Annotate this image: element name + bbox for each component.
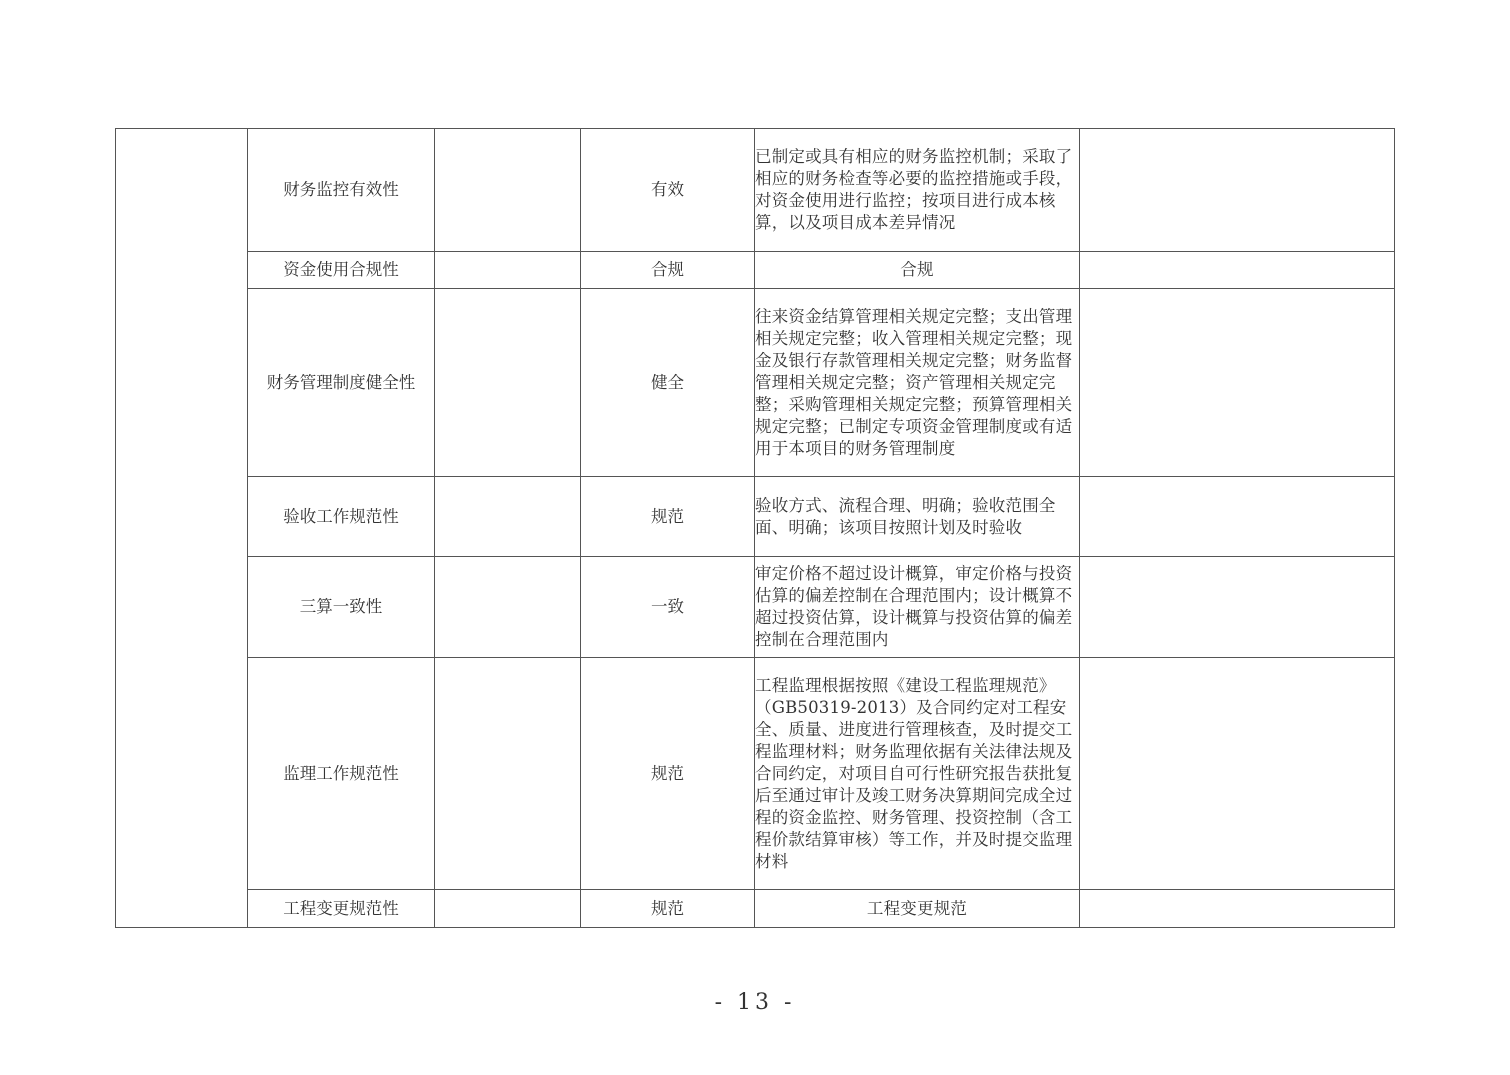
weight-cell: [435, 557, 581, 658]
standard-cell: 健全: [581, 289, 755, 477]
note-cell: [1080, 129, 1395, 252]
standard-cell: 规范: [581, 477, 755, 557]
description-cell: 已制定或具有相应的财务监控机制；采取了相应的财务检查等必要的监控措施或手段，对资金使用进行监控；按项目进行成本核算，以及项目成本差异情况: [755, 129, 1080, 252]
indicator-cell: 监理工作规范性: [248, 658, 435, 890]
note-cell: [1080, 477, 1395, 557]
weight-cell: [435, 129, 581, 252]
description-cell: 验收方式、流程合理、明确；验收范围全面、明确；该项目按照计划及时验收: [755, 477, 1080, 557]
table-row: [116, 477, 1395, 557]
note-cell: [1080, 890, 1395, 928]
description-cell: 工程监理根据按照《建设工程监理规范》（GB50319-2013）及合同约定对工程安全、质量、进度进行管理核查，及时提交工程监理材料；财务监理依据有关法律法规及合同约定，对项目自可行性研究报告获批复后至通过审计及竣工财务决算期间完成全过程的资金监控、财务管理、投资控制（含工程价款结算审核）等工作，并及时提交监理材料: [755, 658, 1080, 890]
standard-cell: 合规: [581, 252, 755, 289]
table-row: [116, 890, 1395, 928]
indicator-cell: 财务管理制度健全性: [248, 289, 435, 477]
description-cell: 审定价格不超过设计概算，审定价格与投资估算的偏差控制在合理范围内；设计概算不超过投资估算，设计概算与投资估算的偏差控制在合理范围内: [755, 557, 1080, 658]
page-number: - 13 -: [714, 990, 796, 1015]
weight-cell: [435, 289, 581, 477]
standard-cell: 规范: [581, 658, 755, 890]
note-cell: [1080, 557, 1395, 658]
standard-cell: 有效: [581, 129, 755, 252]
table-row: [116, 289, 1395, 477]
note-cell: [1080, 252, 1395, 289]
category-cell: [116, 129, 248, 928]
indicator-cell: 三算一致性: [248, 557, 435, 658]
indicator-cell: 资金使用合规性: [248, 252, 435, 289]
table-row: [116, 252, 1395, 289]
table-row: [116, 557, 1395, 658]
indicator-cell: 工程变更规范性: [248, 890, 435, 928]
weight-cell: [435, 477, 581, 557]
description-cell: 合规: [755, 252, 1080, 289]
weight-cell: [435, 658, 581, 890]
indicator-cell: 验收工作规范性: [248, 477, 435, 557]
note-cell: [1080, 289, 1395, 477]
table-row: [116, 658, 1395, 890]
weight-cell: [435, 890, 581, 928]
standard-cell: 规范: [581, 890, 755, 928]
indicator-cell: 财务监控有效性: [248, 129, 435, 252]
table-row: [116, 129, 1395, 252]
description-cell: 工程变更规范: [755, 890, 1080, 928]
description-cell: 往来资金结算管理相关规定完整；支出管理相关规定完整；收入管理相关规定完整；现金及银行存款管理相关规定完整；财务监督管理相关规定完整；资产管理相关规定完整；采购管理相关规定完整；预算管理相关规定完整；已制定专项资金管理制度或有适用于本项目的财务管理制度: [755, 289, 1080, 477]
note-cell: [1080, 658, 1395, 890]
weight-cell: [435, 252, 581, 289]
standard-cell: 一致: [581, 557, 755, 658]
evaluation-table: [115, 128, 1395, 928]
